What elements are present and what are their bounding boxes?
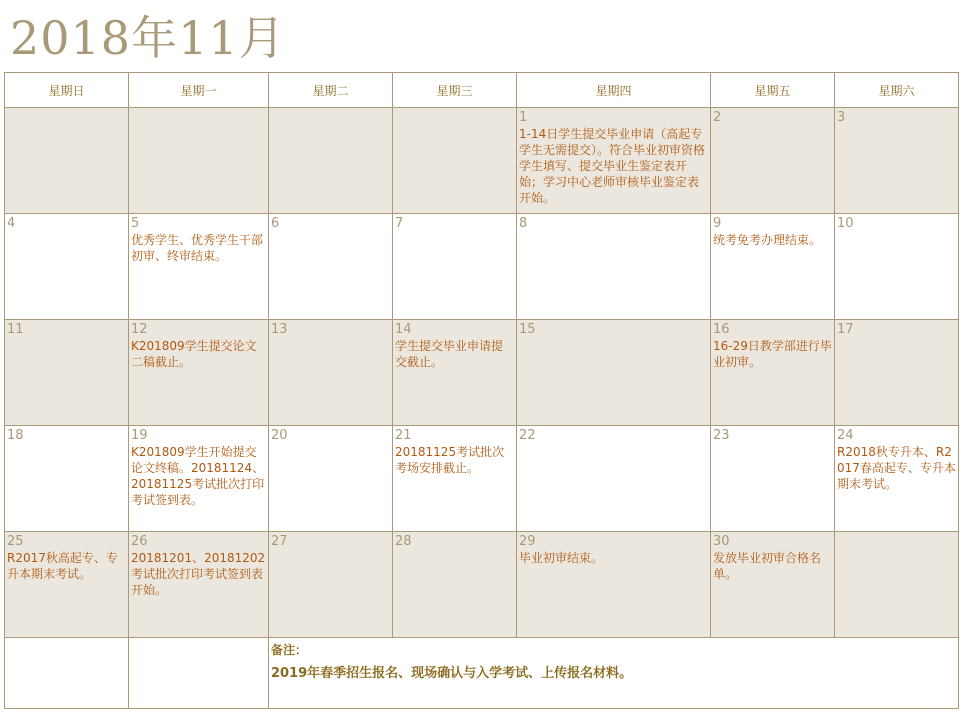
notes-empty-cell — [5, 638, 129, 709]
day-number: 18 — [7, 428, 24, 443]
day-number: 29 — [519, 534, 536, 549]
notes-text: 2019年春季招生报名、现场确认与入学考试、上传报名材料。 — [271, 666, 633, 681]
day-number: 30 — [713, 534, 730, 549]
weekday-header-mon: 星期一 — [129, 73, 269, 108]
day-cell — [393, 320, 517, 426]
day-number: 7 — [395, 216, 404, 231]
day-number — [269, 108, 392, 110]
week-row — [5, 320, 959, 426]
day-number: 26 — [131, 534, 148, 549]
day-cell — [711, 320, 835, 426]
day-number: 3 — [837, 110, 846, 125]
weekday-header-fri: 星期五 — [711, 73, 835, 108]
day-event: K201809学生提交论文二稿截止。 — [131, 339, 257, 369]
week-row — [5, 532, 959, 638]
week-row — [5, 108, 959, 214]
day-number: 20 — [271, 428, 288, 443]
day-event: 16-29日教学部进行毕业初审。 — [713, 339, 832, 369]
weekday-header-sat: 星期六 — [835, 73, 959, 108]
day-number: 9 — [713, 216, 722, 231]
day-number: 17 — [837, 322, 854, 337]
day-number: 11 — [7, 322, 24, 337]
day-number: 19 — [131, 428, 148, 443]
day-number: 16 — [713, 322, 730, 337]
weekday-header-tue: 星期二 — [269, 73, 393, 108]
day-number — [835, 532, 958, 534]
day-cell — [5, 320, 129, 426]
day-cell — [269, 108, 393, 214]
day-cell — [129, 320, 269, 426]
day-cell — [5, 426, 129, 532]
day-event: 发放毕业初审合格名单。 — [713, 551, 822, 581]
day-cell — [5, 532, 129, 638]
day-number: 27 — [271, 534, 288, 549]
day-number: 6 — [271, 216, 280, 231]
day-cell — [835, 108, 959, 214]
day-cell — [835, 320, 959, 426]
day-cell — [129, 108, 269, 214]
weekday-header-row — [5, 73, 959, 108]
day-number: 24 — [837, 428, 854, 443]
notes-row — [5, 638, 959, 709]
day-cell — [129, 426, 269, 532]
day-cell — [517, 214, 711, 320]
day-event: 20181125考试批次考场安排截止。 — [395, 445, 505, 475]
day-cell — [393, 214, 517, 320]
day-event: 学生提交毕业申请提交截止。 — [395, 339, 504, 369]
week-row — [5, 426, 959, 532]
calendar-table — [4, 72, 959, 709]
day-number: 22 — [519, 428, 536, 443]
weekday-header-wed: 星期三 — [393, 73, 517, 108]
day-cell — [517, 532, 711, 638]
day-number — [5, 108, 128, 110]
day-event: 统考免考办理结束。 — [713, 233, 822, 247]
day-number: 23 — [713, 428, 730, 443]
day-cell — [517, 426, 711, 532]
notes-label: 备注： — [271, 643, 308, 657]
day-cell — [711, 214, 835, 320]
day-cell — [5, 214, 129, 320]
day-cell — [129, 532, 269, 638]
page-title: 2018年11月 — [10, 11, 286, 65]
day-number: 12 — [131, 322, 148, 337]
day-number: 21 — [395, 428, 412, 443]
day-cell — [711, 108, 835, 214]
day-cell — [393, 532, 517, 638]
day-event: R2017秋高起专、专升本期末考试。 — [7, 551, 118, 581]
day-number: 25 — [7, 534, 24, 549]
day-cell — [711, 532, 835, 638]
day-number: 5 — [131, 216, 140, 231]
day-cell — [269, 214, 393, 320]
day-number: 10 — [837, 216, 854, 231]
day-cell — [269, 426, 393, 532]
day-event: 毕业初审结束。 — [519, 551, 604, 565]
day-number — [393, 108, 516, 110]
day-event: 20181201、20181202考试批次打印考试签到表开始。 — [131, 551, 266, 597]
day-number: 28 — [395, 534, 412, 549]
day-cell — [835, 532, 959, 638]
notes-empty-cell — [129, 638, 269, 709]
day-cell — [269, 532, 393, 638]
day-cell — [393, 426, 517, 532]
day-number: 14 — [395, 322, 412, 337]
day-number: 4 — [7, 216, 16, 231]
day-cell — [517, 108, 711, 214]
notes-cell — [269, 638, 959, 709]
day-event: R2018秋专升本、R2017春高起专、专升本期末考试。 — [837, 445, 956, 491]
day-number: 2 — [713, 110, 722, 125]
weekday-header-thu: 星期四 — [517, 73, 711, 108]
day-cell — [517, 320, 711, 426]
weekday-header-sun: 星期日 — [5, 73, 129, 108]
day-event: K201809学生开始提交论文终稿。20181124、20181125考试批次打印考试签到表。 — [131, 445, 265, 507]
day-number: 13 — [271, 322, 288, 337]
day-number: 1 — [519, 110, 528, 125]
day-cell — [835, 214, 959, 320]
day-event: 优秀学生、优秀学生干部初审、终审结束。 — [131, 233, 264, 263]
day-cell — [711, 426, 835, 532]
day-number — [129, 108, 268, 110]
day-cell — [5, 108, 129, 214]
day-number: 8 — [519, 216, 528, 231]
week-row — [5, 214, 959, 320]
day-number: 15 — [519, 322, 536, 337]
day-cell — [393, 108, 517, 214]
day-cell — [835, 426, 959, 532]
day-cell — [129, 214, 269, 320]
day-event: 1-14日学生提交毕业申请（高起专学生无需提交）。符合毕业初审资格学生填写、提交毕业生鉴定表开始；学习中心老师审核毕业鉴定表开始。 — [519, 127, 706, 205]
day-cell — [269, 320, 393, 426]
